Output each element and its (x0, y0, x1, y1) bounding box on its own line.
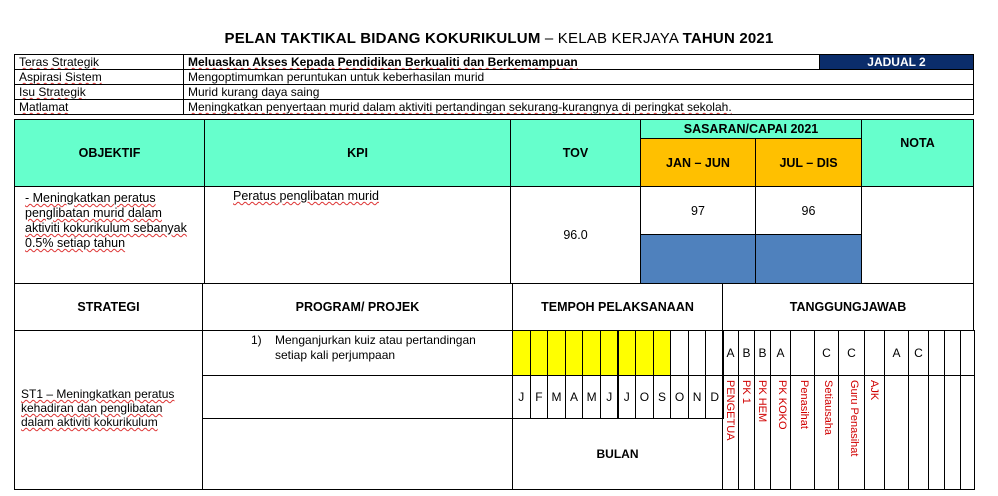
schedule-cell-11 (688, 330, 707, 376)
nota-cell (861, 186, 974, 284)
schedule-cell-6 (600, 330, 619, 376)
target-jan-jun: 97 (640, 186, 756, 235)
kpi-text: Peratus penglibatan murid (204, 186, 511, 284)
schedule-cell-10 (670, 330, 689, 376)
objektif-text: - Meningkatkan peratus penglibatan murid dalam aktiviti kokurikulum sebanyak 0.5% setiap tahun (14, 186, 205, 284)
resp-role-cell (944, 375, 961, 490)
month-label: D (705, 375, 724, 419)
plan-grid (14, 119, 974, 490)
month-label: J (512, 375, 531, 419)
value-aspirasi: Mengoptimumkan peruntukan untuk keberhasilan murid (184, 70, 974, 85)
resp-letter-cell: C (814, 330, 839, 376)
resp-role-cell (908, 375, 929, 490)
tempoh-header: TEMPOH PELAKSANAAN (512, 283, 723, 331)
resp-role-cell (960, 375, 975, 490)
resp-letter-cell (790, 330, 815, 376)
objektif-header: OBJEKTIF (14, 119, 205, 187)
label-teras: Teras Strategik (15, 55, 184, 70)
resp-letter-cell: A (770, 330, 791, 376)
resp-letter-cell: C (838, 330, 865, 376)
schedule-cell-7 (618, 330, 637, 376)
program-item (202, 330, 513, 376)
month-label: O (635, 375, 654, 419)
resp-letter-cell (944, 330, 961, 376)
month-label: J (618, 375, 637, 419)
resp-role-label: PENGETUA (724, 380, 736, 441)
jul-dis-header: JUL – DIS (755, 138, 862, 187)
page-title: PELAN TAKTIKAL BIDANG KOKURIKULUM – KELAB KERJAYA TAHUN 2021 (224, 30, 774, 47)
program-empty-row-2 (202, 418, 513, 490)
program-item-number: 1) (251, 333, 262, 347)
strategi-text: ST1 – Meningkatkan peratus kehadiran dan penglibatan dalam aktiviti kokurikulum (21, 387, 175, 429)
tov-value: 96.0 (510, 186, 641, 284)
label-isu: Isu Strategik (15, 85, 184, 100)
month-label: M (582, 375, 601, 419)
schedule-cell-5 (582, 330, 601, 376)
resp-role-label: PK HEM (756, 380, 768, 423)
month-label: M (547, 375, 566, 419)
jadual-badge: JADUAL 2 (820, 55, 974, 70)
schedule-cell-3 (547, 330, 566, 376)
achieved-jan-jun (640, 234, 756, 284)
month-label: F (530, 375, 549, 419)
tov-header: TOV (510, 119, 641, 187)
schedule-cell-4 (565, 330, 584, 376)
resp-letter-cell (864, 330, 885, 376)
value-teras: Meluaskan Akses Kepada Pendidikan Berkualiti dan Berkemampuan (184, 55, 820, 70)
resp-letter-cell: B (738, 330, 755, 376)
achieved-jul-dis (755, 234, 862, 284)
program-empty-row (202, 375, 513, 419)
resp-letter-cell: B (754, 330, 771, 376)
tanggungjawab-header: TANGGUNGJAWAB (722, 283, 974, 331)
resp-role-label: PK KOKO (776, 380, 788, 430)
value-isu: Murid kurang daya saing (184, 85, 974, 100)
resp-role-cell (928, 375, 945, 490)
resp-role-label: Penasihat (798, 380, 810, 429)
program-header: PROGRAM/ PROJEK (202, 283, 513, 331)
resp-letter-cell (960, 330, 975, 376)
month-label: J (600, 375, 619, 419)
schedule-cell-8 (635, 330, 654, 376)
resp-role-label: Setiausaha (822, 380, 834, 436)
bulan-label: BULAN (512, 418, 723, 490)
label-aspirasi: Aspirasi Sistem (15, 70, 184, 85)
resp-letter-cell: A (884, 330, 909, 376)
strategi-cell (14, 330, 203, 490)
resp-letter-cell: A (722, 330, 739, 376)
label-matlamat: Matlamat (15, 100, 184, 115)
resp-role-cell (884, 375, 909, 490)
resp-letter-cell: C (908, 330, 929, 376)
value-matlamat: Meningkatkan penyertaan murid dalam aktiviti pertandingan sekurang-kurangnya di peringkat sekolah. (184, 100, 974, 115)
strategi-header: STRATEGI (14, 283, 203, 331)
month-label: S (653, 375, 672, 419)
nota-header: NOTA (861, 119, 974, 187)
kpi-header: KPI (204, 119, 511, 187)
resp-letter-cell (928, 330, 945, 376)
jan-jun-header: JAN – JUN (640, 138, 756, 187)
resp-role-label: Guru Penasihat (848, 380, 860, 457)
sasaran-header: SASARAN/CAPAI 2021 (640, 119, 862, 139)
month-label: A (565, 375, 584, 419)
target-jul-dis: 96 (755, 186, 862, 235)
schedule-cell-1 (512, 330, 531, 376)
resp-role-label: PK 1 (740, 380, 752, 404)
header-table (14, 54, 974, 115)
program-item-text: Menganjurkan kuiz atau pertandingan setiap kali perjumpaan (275, 333, 476, 362)
schedule-cell-9 (653, 330, 672, 376)
schedule-cell-2 (530, 330, 549, 376)
resp-role-label: AJK (868, 380, 880, 401)
month-label: N (688, 375, 707, 419)
responsibility-area (722, 330, 974, 490)
month-label: O (670, 375, 689, 419)
